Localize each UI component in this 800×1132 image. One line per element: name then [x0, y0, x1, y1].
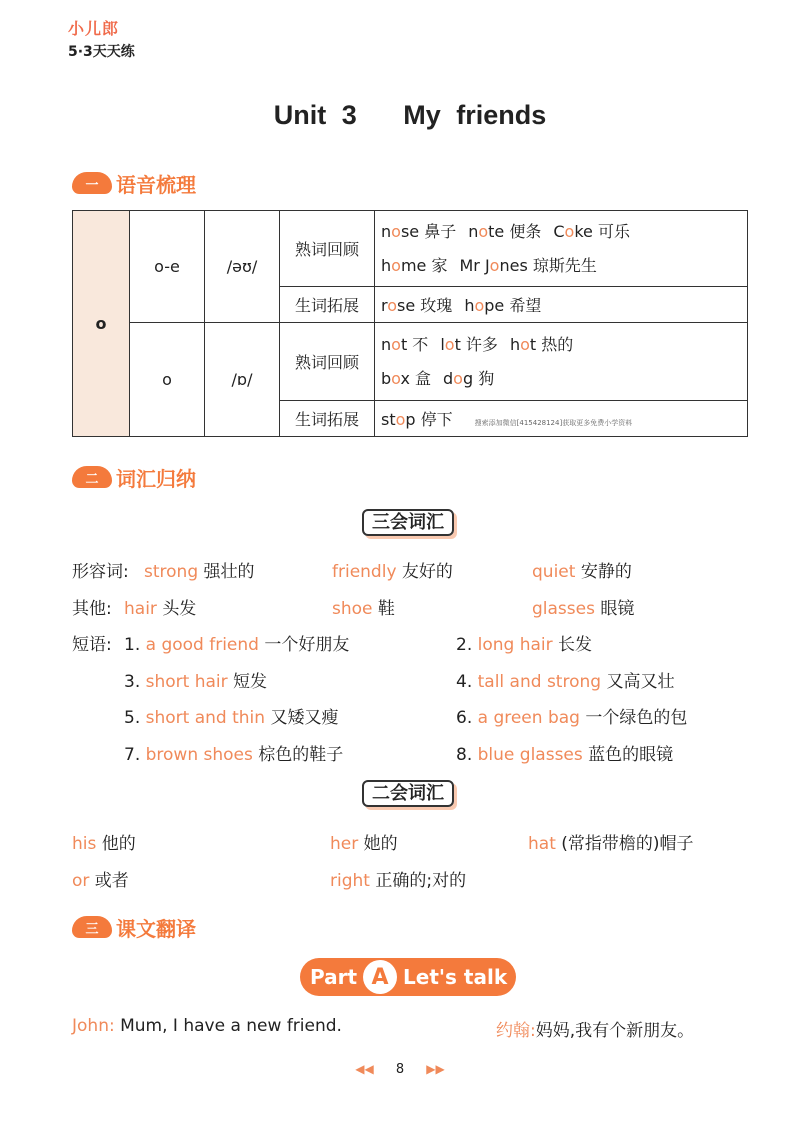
phrase-en: tall and strong [477, 671, 602, 692]
vocab-word: quiet [532, 562, 576, 582]
vocab-word: or [72, 871, 90, 891]
phrase-number: 5. [124, 708, 146, 728]
section-heading-3 [72, 912, 196, 942]
phonics-word: stop 停下 [381, 410, 453, 429]
phonics-word: lot 许多 [440, 334, 498, 354]
phonics-word: dog 狗 [443, 368, 495, 388]
vocab2-item [330, 866, 466, 891]
ipa-cell: /əʊ/ [205, 211, 280, 323]
phrase-cn: 棕色的鞋子 [252, 744, 344, 765]
phonics-word: not 不 [381, 334, 429, 354]
vocab-meaning: 他的 [101, 834, 136, 854]
phrase-en: a green bag [477, 708, 580, 728]
phrase-item [456, 703, 687, 728]
vocab-word: friendly [332, 562, 397, 582]
vocab-box-title: 三会词汇 [362, 509, 454, 536]
word-cell [375, 401, 748, 437]
phonics-letter: o [73, 211, 130, 437]
phrase-number: 1. [124, 635, 146, 655]
pattern-cell: o-e [130, 211, 205, 323]
phrase-item [456, 740, 673, 765]
vocab-box-title: 二会词汇 [362, 780, 454, 807]
phrase-item [124, 630, 349, 655]
phrase-item [124, 703, 338, 728]
phrase-item [456, 667, 674, 692]
phrase-cn: 蓝色的眼镜 [582, 744, 674, 765]
phonics-word: note 便条 [468, 221, 542, 241]
vocab-word: hat [528, 834, 556, 854]
vocab-meaning: 她的 [363, 834, 398, 854]
phrase-en: short and thin [145, 708, 266, 728]
phonics-word: Coke 可乐 [553, 221, 630, 241]
vocab-meaning: 鞋 [377, 599, 395, 619]
phonics-word: Mr Jones 琼斯先生 [459, 255, 597, 275]
phrase-cn: 一个好朋友 [258, 635, 350, 655]
phrase-number: 4. [456, 671, 478, 692]
vocab-box-1 [362, 508, 454, 534]
part-label: Part [310, 965, 358, 989]
vocab2-item [330, 829, 398, 854]
phrase-cn: 长发 [552, 635, 593, 655]
word-cell [375, 287, 748, 323]
phrase-en: blue glasses [477, 744, 583, 765]
phrase-item [456, 630, 592, 655]
dialog-text-en: Mum, I have a new friend. [120, 1016, 342, 1036]
page-footer [340, 1062, 460, 1077]
vocab-meaning: 或者 [94, 871, 129, 891]
vocab-meaning: 头发 [162, 599, 197, 619]
phrase-item [124, 667, 267, 692]
highlighted-letter: o [478, 221, 489, 241]
phonics-word: nose 鼻子 [381, 221, 457, 241]
category-cell: 熟词回顾 [280, 211, 375, 287]
highlighted-letter: o [391, 255, 401, 275]
vocab-word: his [72, 834, 97, 854]
part-name: Let's talk [403, 965, 508, 989]
highlighted-letter: o [391, 368, 401, 388]
vocab-meaning: 强壮的 [203, 562, 255, 582]
phrase-en: long hair [477, 635, 553, 655]
publisher-logo [68, 16, 198, 64]
phrase-list [0, 630, 800, 770]
section-badge: 一 [72, 172, 112, 194]
section-heading-2 [72, 462, 196, 492]
category-cell: 生词拓展 [280, 401, 375, 437]
vocab2-item [528, 829, 694, 854]
highlighted-letter: o [520, 334, 530, 354]
phrase-cn: 短发 [227, 671, 268, 692]
phrase-label: 短语: [72, 635, 112, 655]
phrase-item [124, 740, 343, 765]
phrase-cn: 一个绿色的包 [579, 708, 688, 728]
vocab-meaning: 友好的 [401, 562, 453, 582]
note-text: 搜索添加微信[415428124]获取更多免费小学资料 [474, 419, 633, 427]
word-cell [375, 323, 748, 401]
speaker-en: John: [72, 1016, 115, 1036]
phonics-word: hope 希望 [464, 296, 542, 315]
phrase-number: 3. [124, 671, 146, 692]
section-badge: 二 [72, 466, 112, 488]
part-letter: A [363, 960, 397, 994]
vocab-word: hair [124, 599, 157, 619]
highlighted-letter: o [391, 221, 401, 241]
section-heading-1 [72, 168, 196, 198]
next-arrows-icon: ▶▶ [426, 1062, 445, 1076]
vocab2-item [72, 829, 136, 854]
category-cell: 熟词回顾 [280, 323, 375, 401]
vocab-word: glasses [532, 599, 595, 619]
ipa-cell: /ɒ/ [205, 323, 280, 437]
highlighted-letter: o [489, 255, 500, 275]
section-badge: 三 [72, 916, 112, 938]
pattern-cell: o [130, 323, 205, 437]
highlighted-letter: o [444, 334, 455, 354]
word-cell [375, 211, 748, 287]
adjective-label: 形容词: [72, 562, 129, 582]
highlighted-letter: o [474, 296, 485, 315]
phrase-cn: 又矮又瘦 [265, 708, 339, 728]
highlighted-letter: o [395, 410, 406, 429]
highlighted-letter: o [387, 296, 398, 315]
phonics-word: hot 热的 [509, 334, 574, 354]
prev-arrows-icon: ◀◀ [355, 1062, 374, 1076]
phrase-cn: 又高又壮 [601, 671, 675, 692]
vocab-meaning: 安静的 [580, 562, 632, 582]
vocab-meaning: (常指带檐的)帽子 [561, 834, 694, 854]
phrase-en: a good friend [145, 635, 259, 655]
vocab-word: strong [144, 562, 199, 582]
logo-bottom-text: 5·3天天练 [68, 44, 135, 60]
speaker-cn: 约翰: [496, 1021, 536, 1041]
vocab-meaning: 正确的;对的 [375, 871, 467, 891]
phrase-number: 2. [456, 635, 478, 655]
vocab2-item [72, 866, 129, 891]
phonics-word: home 家 [381, 255, 448, 275]
phrase-number: 7. [124, 744, 146, 765]
phrase-en: short hair [145, 671, 228, 692]
vocab-meaning: 眼镜 [600, 599, 635, 619]
section-label: 语音梳理 [116, 172, 196, 197]
phonics-word: rose 玫瑰 [381, 296, 453, 315]
phrase-en: brown shoes [145, 744, 253, 765]
part-banner [300, 958, 516, 996]
logo-top-text: 小儿郎 [68, 19, 120, 38]
vocab-word: her [330, 834, 359, 854]
phrase-number: 6. [456, 708, 478, 728]
dialog-line-cn [496, 1016, 694, 1041]
page-title: Unit 3 My friends [273, 100, 547, 130]
other-line [72, 594, 772, 619]
phonics-word: box 盒 [381, 368, 432, 388]
highlighted-letter: o [391, 334, 401, 354]
section-label: 课文翻译 [116, 916, 196, 941]
vocab-box-2 [362, 779, 454, 805]
phonics-table [72, 210, 748, 437]
dialog-line-en [72, 1016, 342, 1036]
highlighted-letter: o [564, 221, 575, 241]
adjective-line [72, 557, 772, 582]
dialog-text-cn: 妈妈,我有个新朋友。 [535, 1021, 695, 1041]
vocab-word: right [330, 871, 370, 891]
vocab-word: shoe [332, 599, 373, 619]
other-label: 其他: [72, 599, 112, 619]
category-cell: 生词拓展 [280, 287, 375, 323]
highlighted-letter: o [453, 368, 463, 388]
section-label: 词汇归纳 [116, 466, 196, 491]
phrase-number: 8. [456, 744, 478, 765]
page-number: 8 [395, 1062, 405, 1077]
